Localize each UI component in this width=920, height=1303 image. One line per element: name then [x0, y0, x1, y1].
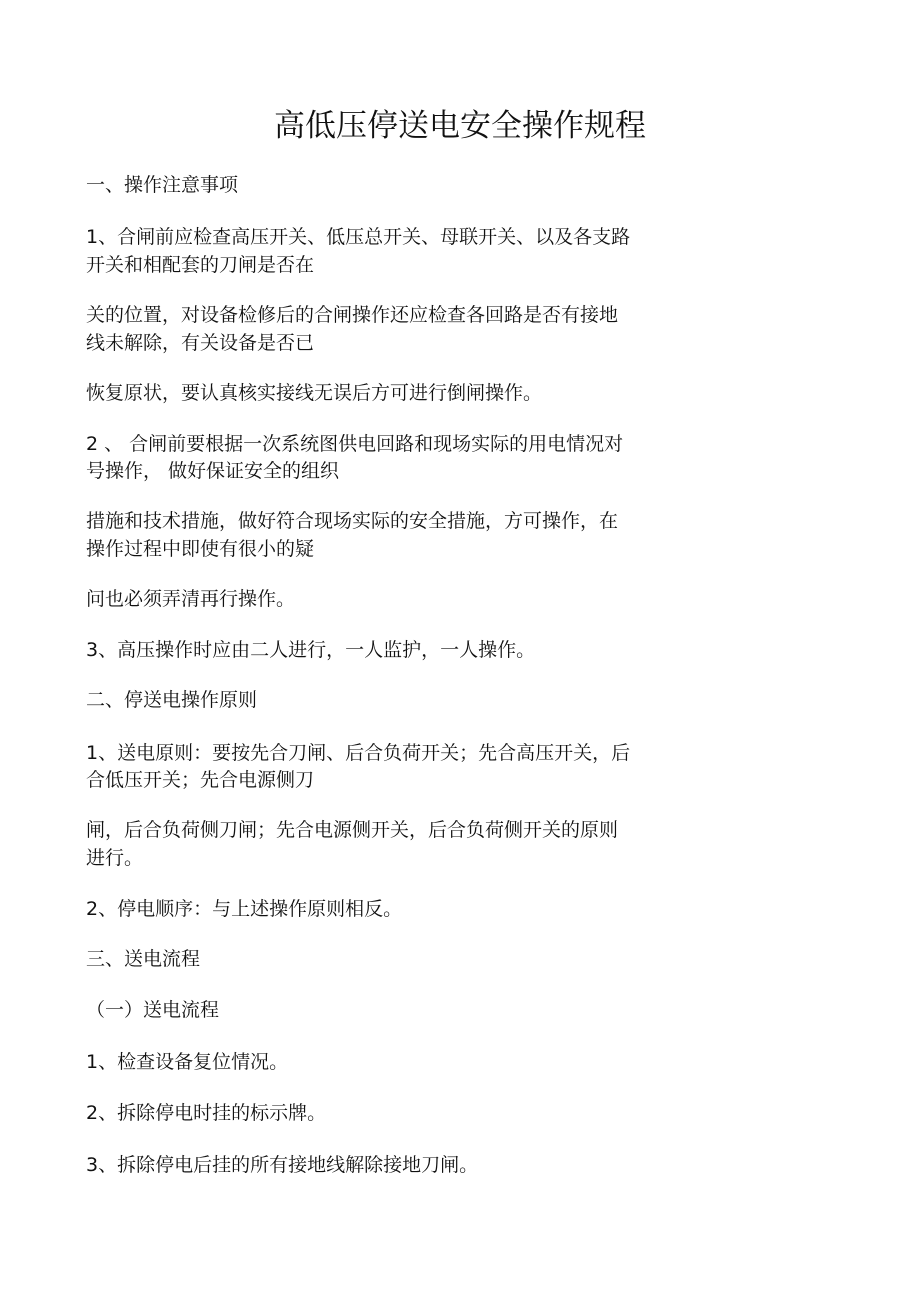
paragraph-line: 关的位置，对设备检修后的合闸操作还应检查各回路是否有接地 — [86, 304, 619, 326]
paragraph-line: 线未解除，有关设备是否已 — [86, 332, 315, 354]
list-item: 3、拆除停电后挂的所有接地线解除接地刀闸。 — [86, 1154, 479, 1176]
paragraph-line: 1、合闸前应检查高压开关、低压总开关、母联开关、以及各支路 — [86, 226, 631, 248]
paragraph-line: 问也必须弄清再行操作。 — [86, 588, 296, 610]
paragraph-line: 操作过程中即使有很小的疑 — [86, 538, 315, 560]
subsection-heading: （一）送电流程 — [86, 999, 220, 1021]
paragraph-line: 进行。 — [86, 847, 144, 869]
paragraph-line: 恢复原状，要认真核实接线无误后方可进行倒闸操作。 — [86, 382, 543, 404]
paragraph-line: 2 、 合闸前要根据一次系统图供电回路和现场实际的用电情况对 — [86, 433, 624, 455]
section-heading-2: 二、停送电操作原则 — [86, 689, 258, 711]
paragraph-line: 2、停电顺序：与上述操作原则相反。 — [86, 898, 403, 920]
paragraph-line: 1、送电原则：要按先合刀闸、后合负荷开关；先合高压开关，后 — [86, 742, 631, 764]
paragraph-line: 号操作， 做好保证安全的组织 — [86, 460, 340, 482]
section-heading-1: 一、操作注意事项 — [86, 174, 239, 196]
list-item: 1、检查设备复位情况。 — [86, 1051, 289, 1073]
document-title: 高低压停送电安全操作规程 — [274, 108, 646, 144]
list-item: 2、拆除停电时挂的标示牌。 — [86, 1102, 327, 1124]
paragraph-line: 措施和技术措施，做好符合现场实际的安全措施，方可操作，在 — [86, 510, 619, 532]
paragraph-line: 开关和相配套的刀闸是否在 — [86, 254, 315, 276]
paragraph-line: 合低压开关；先合电源侧刀 — [86, 769, 315, 791]
paragraph-line: 3、高压操作时应由二人进行，一人监护，一人操作。 — [86, 639, 536, 661]
section-heading-3: 三、送电流程 — [86, 948, 201, 970]
paragraph-line: 闸，后合负荷侧刀闸；先合电源侧开关，后合负荷侧开关的原则 — [86, 819, 619, 841]
